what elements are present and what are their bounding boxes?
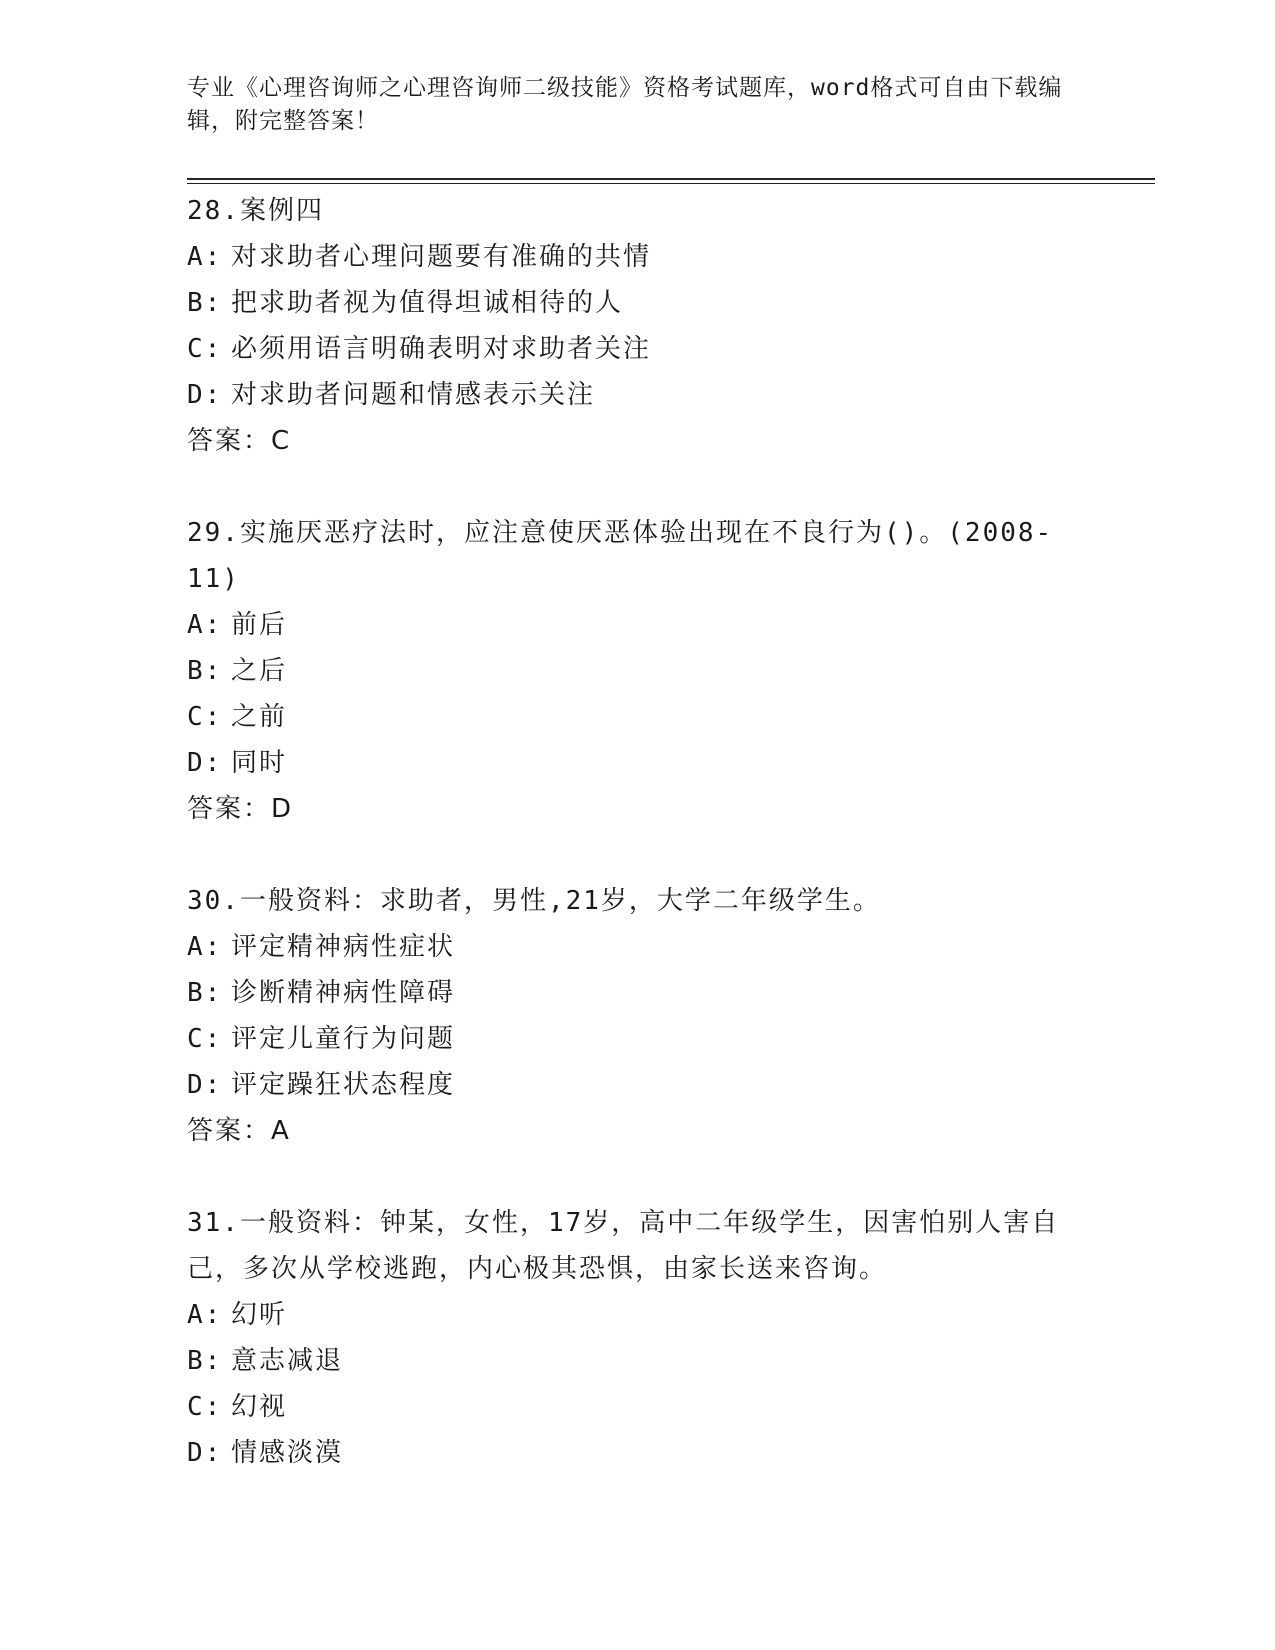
option-letter: A: [187, 242, 223, 272]
option-text: 同时 [231, 748, 288, 778]
option-letter: A: [187, 1300, 223, 1330]
option-text: 诊断精神病性障碍 [231, 978, 456, 1008]
option-letter: C: [187, 1392, 223, 1422]
option-text: 评定儿童行为问题 [231, 1024, 456, 1054]
option-letter: D: [187, 1438, 223, 1468]
option-d [187, 372, 1087, 418]
option-text: 意志减退 [231, 1346, 344, 1376]
question-28 [187, 188, 1087, 464]
question-stem: 30.一般资料：求助者，男性,21岁，大学二年级学生。 [187, 886, 881, 916]
option-letter: B: [187, 1346, 223, 1376]
question-stem: 28.案例四 [187, 196, 324, 226]
question-30 [187, 878, 1087, 1154]
option-letter: B: [187, 656, 223, 686]
option-a [187, 1292, 1087, 1338]
option-letter: B: [187, 978, 223, 1008]
option-letter: C: [187, 702, 223, 732]
option-text: 前后 [231, 610, 288, 640]
question-stem: 29.实施厌恶疗法时，应注意使厌恶体验出现在不良行为()。(2008-11) [187, 518, 1054, 594]
option-text: 情感淡漠 [231, 1438, 344, 1468]
option-a [187, 602, 1087, 648]
option-text: 之前 [231, 702, 288, 732]
option-text: 对求助者心理问题要有准确的共情 [231, 242, 652, 272]
option-a [187, 234, 1087, 280]
option-c [187, 694, 1087, 740]
option-b [187, 1338, 1087, 1384]
option-d [187, 740, 1087, 786]
answer-label: 答案：A [187, 1116, 291, 1146]
option-b [187, 648, 1087, 694]
option-text: 对求助者问题和情感表示关注 [231, 380, 596, 410]
option-text: 幻视 [231, 1392, 288, 1422]
question-list [187, 188, 1087, 1522]
answer-label: 答案：D [187, 794, 294, 824]
option-a [187, 924, 1087, 970]
option-b [187, 970, 1087, 1016]
option-c [187, 1384, 1087, 1430]
option-letter: A: [187, 932, 223, 962]
option-letter: C: [187, 1024, 223, 1054]
question-stem: 31.一般资料：钟某，女性，17岁，高中二年级学生，因害怕别人害自己，多次从学校逃跑，内心极其恐惧，由家长送来咨询。 [187, 1208, 1060, 1284]
option-text: 评定躁狂状态程度 [231, 1070, 456, 1100]
option-letter: A: [187, 610, 223, 640]
option-letter: D: [187, 1070, 223, 1100]
option-c [187, 1016, 1087, 1062]
document-intro: 专业《心理咨询师之心理咨询师二级技能》资格考试题库，word格式可自由下载编辑，附完整答案！ [187, 75, 1063, 134]
question-29 [187, 510, 1087, 832]
option-text: 评定精神病性症状 [231, 932, 456, 962]
option-d [187, 1062, 1087, 1108]
option-letter: D: [187, 380, 223, 410]
option-d [187, 1430, 1087, 1476]
option-letter: B: [187, 288, 223, 318]
option-text: 之后 [231, 656, 288, 686]
question-31 [187, 1200, 1087, 1476]
answer-label: 答案：C [187, 426, 292, 456]
option-text: 必须用语言明确表明对求助者关注 [231, 334, 652, 364]
option-letter: D: [187, 748, 223, 778]
option-text: 把求助者视为值得坦诚相待的人 [231, 288, 624, 318]
header-divider [187, 178, 1155, 184]
option-c [187, 326, 1087, 372]
option-letter: C: [187, 334, 223, 364]
option-b [187, 280, 1087, 326]
option-text: 幻听 [231, 1300, 288, 1330]
